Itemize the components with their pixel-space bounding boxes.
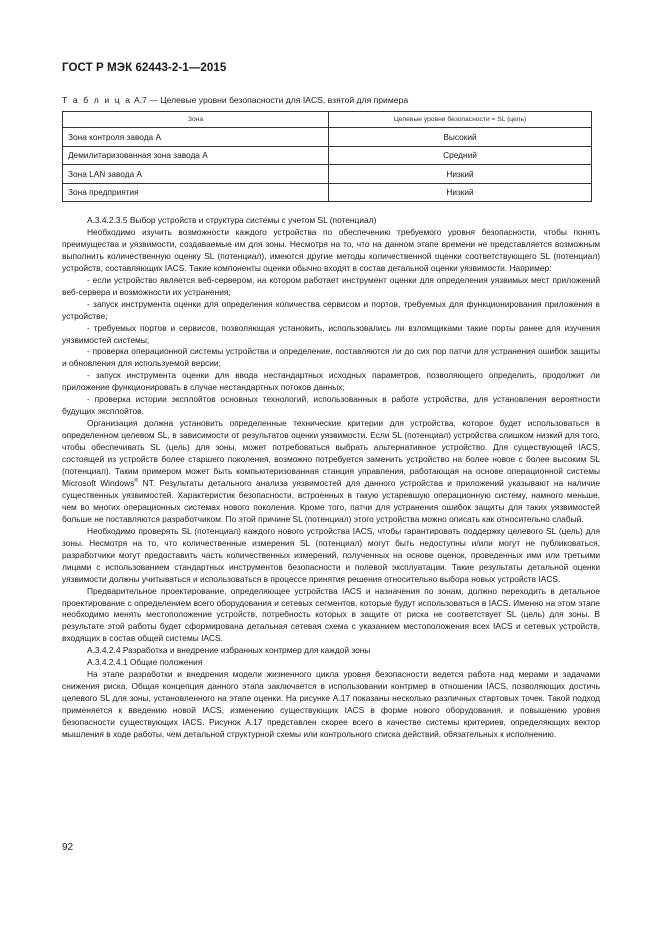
security-levels-table [62, 111, 592, 202]
table-row [63, 165, 592, 184]
section-heading: А.3.4.2.3.5 Выбор устройств и структура системы с учетом SL (потенциал) [87, 215, 377, 225]
body-text [62, 215, 600, 741]
list-item: - требуемых портов и сервисов, позволяющая установить, использовались ли взломщиками такие порты ранее для изучения уязвимостей системы; [62, 322, 600, 345]
level-cell: Средний [329, 146, 592, 165]
zone-cell: Зона контроля завода А [63, 128, 329, 147]
table-row [63, 146, 592, 165]
paragraph: Необходимо изучить возможности каждого устройства по обеспечению требуемого уровня безопасности, чтобы понять преимущества и уязвимости, создаваемые им для зоны. Несмотря на то, что на данном этапе времени не представляется возможным выполнить количественную оценку SL (потенциал), имеются другие методы количественной оценки соответствующего SL (потенциал) устройств, составляющих IACS. Такие компоненты оценки обычно входят в состав детальной оценки уязвимости. Например: [62, 226, 600, 273]
list-item: - запуск инструмента оценки для определения количества сервисом и портов, требуемых для функционирования приложения в устройстве; [62, 298, 600, 321]
level-cell: Высокий [329, 128, 592, 147]
paragraph-part: Организация должна установить определенные технические критерии для устройства, которое будет использоваться в определенном целевом SL, в зависимости от результатов оценки уязвимости. Если SL (потенциал) устройства слишком низкий для того, чтобы обеспечивать SL (цель) для зоны, может потребоваться выбрать альтернативное устройство. Для существующей IACS, состоящей из устройств более старшего поколения, возможно потребуется заменить устройство на более новое с более высоким SL (потенциал). Таким примером может быть компьютеризованная станция управления, работающая на основе операционной системы Microsoft Windows [62, 418, 600, 488]
table-caption [62, 95, 408, 105]
table-row [63, 183, 592, 202]
paragraph-part: NT. Результаты детального анализа уязвимостей для данного устройства и приложений указывают на наличие существенных уязвимостей. Характеристик безопасности, встроенных в такую устаревшую операционную систему, намного меньше, чем во многих операционных системах нового поколения. Кроме того, патчи для устранения ошибок защиты для таких уязвимостей больше не поставляются разработчиком. По этой причине SL (потенциал) этого устройства можно описать как относительно слабый. [62, 477, 600, 524]
list-item: - проверка истории эксплойтов основных технологий, использованных в работе устройства, для установления вероятности будущих эксплойтов. [62, 394, 600, 417]
list-item: - проверка операционной системы устройства и определение, поставляются ли до сих пор патчи для устранения ошибок защиты и обновления для используемой версии; [62, 346, 600, 369]
table-caption-text: А.7 — Целевые уровни безопасности для IACS, взятой для примера [133, 95, 409, 105]
table-row [63, 128, 592, 147]
table-caption-label: Т а б л и ц а [62, 95, 132, 105]
section-heading: А.3.4.2.4 Разработка и внедрение избранных контрмер для каждой зоны [87, 645, 371, 656]
list-item: - запуск инструмента оценки для ввода нестандартных исходных параметров, позволяющего определить, продолжит ли приложение функционировать в случае нестандартных потоков данных; [62, 370, 600, 393]
paragraph: Необходимо проверять SL (потенциал) каждого нового устройства IACS, чтобы гарантировать поддержку целевого SL (цель) для зоны. Несмотря на то, что количественные измерения SL (потенциал) могут быть недоступны и/или могут не публиковаться, разработчики могут предоставить часть количественных измерений, полученных на основе оценок, проведенных ими или третьими лицами с использованием стандартных инструментов безопасности и полевой эксплуатации. Такие результаты детальной оценки уязвимости должны учитываться и использоваться в процессе принятия решения относительно выбора новых устройств IACS. [62, 525, 600, 584]
paragraph: Предварительное проектирование, определяющее устройства IACS и назначения по зонам, должно переходить в детальное проектирование с определением всего оборудования и сетевых сегментов, которые будут использоваться в IACS. Именно на этом этапе необходимо менять местоположение устройств, потребность которых в защите от риска не соответствует SL (цель) для зоны. В результате этой работы будет сформирована детальная сетевая схема с указанием местоположения всех IACS и сетевых устройств, входящих в состав общей системы IACS. [62, 585, 600, 644]
zone-cell: Зона предприятия [63, 183, 329, 202]
zone-cell: Зона LAN завода А [63, 165, 329, 184]
column-header-zone: Зона [63, 112, 329, 128]
table-header-row [63, 112, 592, 128]
section-heading: А.3.4.2.4.1 Общие положения [87, 657, 203, 668]
page-number: 92 [62, 842, 74, 853]
registered-mark: ® [134, 478, 139, 485]
zone-cell: Демилитаризованная зона завода А [63, 146, 329, 165]
column-header-target-sl: Целевые уровни безопасности = SL (цель) [329, 112, 592, 128]
paragraph [62, 418, 600, 526]
level-cell: Низкий [329, 183, 592, 202]
paragraph: На этапе разработки и внедрения модели жизненного цикла уровня безопасности ведется работа над мерами и задачами снижения риска. Общая концепция данного этапа заключается в использовании контрмер в отношении IACS, позволяющих достичь целевого SL для зоны, установленного на этапе оценки. На рисунке А.17 показаны несколько различных стартовых точек. Такой подход применяется к введению новой IACS, изменению существующих IACS в форме нового оборудования, и повышению уровня безопасности существующих IACS. Рисунок А.17 представлен скорее всего в качестве системы критериев, определяющих вектор мышления в ходе работы, чем детальной структурной схемы или контрольного списка действий, обязательных к исполнению. [62, 669, 600, 739]
page-header: ГОСТ Р МЭК 62443-2-1—2015 [62, 62, 227, 74]
level-cell: Низкий [329, 165, 592, 184]
list-item: - если устройство является веб-сервером, на котором работает инструмент оценки для определения уязвимых мест приложений веб-сервера и возможности их устранения; [62, 274, 600, 297]
